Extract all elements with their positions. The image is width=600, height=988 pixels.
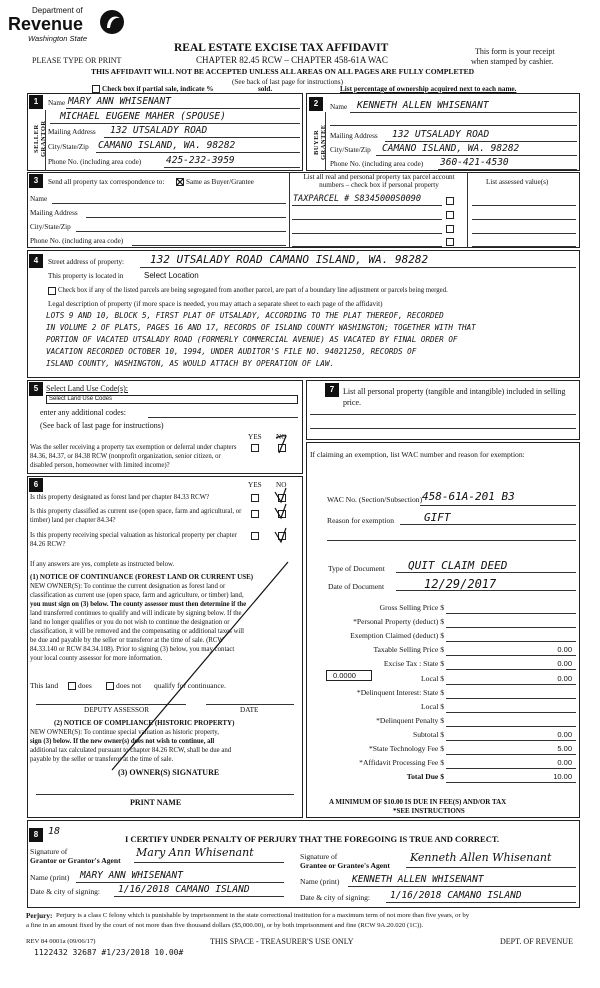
parcel-2-personal-checkbox[interactable] — [446, 211, 454, 219]
grantee-signature[interactable]: Kenneth Allen Whisenant — [410, 851, 552, 864]
segregated-label: Check box if any of the listed parcels are being segregated from another parcel, are part of a boundary line adjustment or parcels being merged. — [58, 287, 448, 294]
corr-city-label: City/State/Zip — [30, 223, 71, 231]
notice1-line-9: your local county assessor for more information. — [30, 655, 163, 662]
land-use-select-value: Select Land Use Codes — [49, 396, 113, 402]
tax-row-label: *Affidavit Processing Fee $ — [359, 758, 444, 768]
notice1-line-6: classification, it will be removed and the compensating or additional taxes will — [30, 628, 245, 635]
tax-row-value[interactable]: 0.00 — [557, 729, 572, 739]
doc-date[interactable]: 12/29/2017 — [424, 577, 497, 591]
notice1-line-2: classification as current use (open space, farm and agriculture, or timber) land, — [30, 592, 244, 599]
partial-sale-label: Check box if partial sale, indicate % — [102, 85, 214, 93]
tax-parcel-number[interactable]: TAXPARCEL # S8345000S0090 — [293, 194, 421, 204]
tax-row — [306, 757, 580, 770]
notice2-line-1: NEW OWNER(S): To continue special valuation as historic property, — [30, 729, 219, 736]
tax-row-label: Excise Tax : State $ — [383, 659, 444, 669]
form-chapters: CHAPTER 82.45 RCW – CHAPTER 458-61A WAC — [196, 55, 388, 65]
parcel-header-1: List all real and personal property tax parcel account — [303, 173, 455, 181]
legal-line-2[interactable]: IN VOLUME 2 OF PLATS, PAGES 16 AND 17, RECORDS OF ISLAND COUNTY WASHINGTON; TOGETHER WITH THAT — [46, 323, 476, 332]
tax-row-label: Subtotal $ — [412, 729, 444, 739]
perjury-line-2: a fine in an amount fixed by the court of not more than five thousand dollars ($5,000.00), or by both imprisonment and fine (RCW 9A.20.020 (1C)). — [26, 922, 424, 929]
forest-if-yes: If any answers are yes, complete as instructed below. — [30, 561, 175, 568]
does-label: does — [78, 681, 92, 690]
certify-statement: I CERTIFY UNDER PENALTY OF PERJURY THAT THE FOREGOING IS TRUE AND CORRECT. — [125, 834, 500, 844]
grantee-agent-label: Grantee or Grantee's Agent — [300, 861, 390, 870]
does-not-label: does not — [116, 681, 142, 690]
buyer-city[interactable]: CAMANO ISLAND, WA. 98282 — [382, 143, 520, 154]
print-name-label: PRINT NAME — [130, 798, 182, 807]
tax-row-label: Gross Selling Price $ — [379, 603, 444, 612]
tax-row-value[interactable]: 5.00 — [557, 744, 572, 753]
rev-number: REV 84 0001a (09/06/17) — [26, 938, 96, 945]
tax-row — [306, 743, 580, 756]
corr-mailing-label: Mailing Address — [30, 209, 78, 217]
same-as-buyer-checkbox[interactable] — [176, 178, 184, 186]
grantee-date-city[interactable]: 1/16/2018 CAMANO ISLAND — [390, 890, 522, 901]
buyer-name-label: Name — [330, 103, 348, 111]
wac-label: WAC No. (Section/Subsection) — [327, 495, 423, 504]
legal-line-1[interactable]: LOTS 9 AND 10, BLOCK 5, FIRST PLAT OF UTSALADY, ACCORDING TO THE PLAT THEREOF, RECORDED — [46, 311, 444, 320]
receipt-note1: This form is your receipt — [475, 47, 555, 56]
tax-row-label: *State Technology Fee $ — [368, 744, 444, 753]
minimum-note-1: A MINIMUM OF $10.00 IS DUE IN FEE(S) AND/OR TAX — [329, 798, 507, 806]
notice1-line-4: land transferred continues to qualify and will indicate by signing below. If the — [30, 610, 242, 617]
notice1-line-5: land no longer qualifies or you do not wish to continue the designation or — [30, 619, 230, 626]
certify-mark: 18 — [48, 826, 61, 837]
form-warning: THIS AFFIDAVIT WILL NOT BE ACCEPTED UNLESS ALL AREAS ON ALL PAGES ARE FULLY COMPLETED — [91, 67, 475, 76]
seller-side-label: SELLER GRANTOR — [33, 120, 47, 158]
grantee-name[interactable]: KENNETH ALLEN WHISENANT — [352, 874, 484, 885]
legal-desc-label: Legal description of property (if more space is needed, you may attach a separate sheet to each page of the affidavit) — [48, 300, 383, 308]
land-use-yes: YES — [248, 433, 262, 441]
seller-phone-label: Phone No. (including area code) — [48, 158, 142, 166]
section-3-badge: 3 — [29, 174, 43, 188]
tax-row — [306, 715, 580, 728]
notice1-line-8: 84.33.140 or RCW 84.34.108). Prior to signing (3) below, you may contact — [30, 646, 235, 653]
minimum-note-2: *SEE INSTRUCTIONS — [393, 807, 465, 815]
land-use-label: Select Land Use Code(s): — [46, 384, 128, 393]
additional-codes-label: enter any additional codes: — [40, 408, 126, 417]
section-8-badge: 8 — [29, 828, 43, 842]
dor-logo — [8, 6, 128, 48]
parcel-header-2: numbers – check box if personal property — [319, 181, 439, 189]
check-mark-icon — [274, 434, 288, 454]
notice1-line-1: NEW OWNER(S): To continue the current designation as forest land or — [30, 583, 226, 590]
grantee-date-label: Date & city of signing: — [300, 893, 371, 902]
please-type: PLEASE TYPE OR PRINT — [32, 56, 122, 65]
section-6-badge: 6 — [29, 478, 43, 492]
notice2-line-2: sign (3) below. If the new owner(s) does not wish to continue, all — [30, 738, 215, 745]
assessed-header: List assessed value(s) — [486, 178, 549, 186]
forest-yes: YES — [248, 481, 262, 489]
legal-line-3[interactable]: PORTION OF VACATED UTSALADY ROAD (FORMERLY COMMERCIAL AVENUE) AS VACATED BY FINAL ORDER OF — [46, 335, 458, 344]
tax-row-label: Total Due $ — [406, 772, 444, 782]
street-address[interactable]: 132 UTSALADY ROAD CAMANO ISLAND, WA. 98282 — [150, 253, 429, 266]
notice1-title: (1) NOTICE OF CONTINUANCE (FOREST LAND OR CURRENT USE) — [30, 573, 254, 581]
dor-emblem-icon — [98, 8, 126, 36]
exemption-claim-label: If claiming an exemption, list WAC number and reason for exemption: — [310, 450, 525, 459]
section-5-badge: 5 — [29, 382, 43, 396]
exemption-reason-label: Reason for exemption — [327, 516, 395, 525]
cashier-stamp: 1122432 32687 #1/23/2018 10.00# — [34, 948, 184, 957]
forest-q3: Is this property receiving special valuation as historical property per chapter 84.26 RCW? — [30, 532, 237, 548]
grantee-sig-of: Signature of — [300, 852, 338, 861]
form-title: REAL ESTATE EXCISE TAX AFFIDAVIT — [174, 42, 389, 54]
notice2-line-3: additional tax calculated pursuant to chapter 84.26 RCW, shall be due and — [30, 747, 232, 754]
local-rate-field[interactable] — [326, 670, 372, 681]
agency-line2: Revenue — [8, 14, 84, 34]
buyer-mailing[interactable]: 132 UTSALADY ROAD — [392, 129, 490, 140]
location-select[interactable]: Select Location — [144, 271, 199, 280]
grantor-signature[interactable]: Mary Ann Whisenant — [136, 846, 254, 859]
grantor-name-label: Name (print) — [30, 873, 70, 882]
tax-row-label: Exemption Claimed (deduct) $ — [350, 631, 444, 641]
grantor-sig-of: Signature of — [30, 847, 68, 856]
section-7-badge: 7 — [325, 383, 339, 397]
notice1-line-7: be due and payable by the seller or transferor at the time of sale. (RCW — [30, 637, 224, 644]
notice2-title: (2) NOTICE OF COMPLIANCE (HISTORIC PROPERTY) — [54, 719, 235, 727]
perjury-line-1: Perjury is a class C felony which is punishable by imprisonment in the state correctional institution for a maximum term of not more than five years, or by — [56, 912, 470, 919]
forest-q3-yes[interactable] — [251, 532, 259, 540]
agency-line3: Washington State — [28, 34, 88, 43]
owner-signature-label: (3) OWNER(S) SIGNATURE — [118, 768, 220, 777]
tax-row — [306, 771, 580, 784]
grantor-date-city[interactable]: 1/16/2018 CAMANO ISLAND — [118, 884, 250, 895]
tax-row-value[interactable]: 0.00 — [557, 659, 572, 669]
notice1-line-3: you must sign on (3) below. The county assessor must then determine if the — [30, 601, 247, 608]
forest-q2-yes[interactable] — [251, 510, 259, 518]
tax-row — [306, 630, 580, 643]
notice2-line-4: payable by the seller or transferor at the time of sale. — [30, 756, 174, 763]
wac-number[interactable]: 458-61A-201 B3 — [422, 490, 515, 503]
seller-name-2[interactable]: MICHAEL EUGENE MAHER (SPOUSE) — [60, 111, 226, 122]
forest-q1: Is this property designated as forest land per chapter 84.33 RCW? — [30, 494, 210, 501]
tax-row — [306, 644, 580, 657]
seller-city-label: City/State/Zip — [48, 143, 89, 151]
corr-phone-label: Phone No. (including area code) — [30, 237, 124, 245]
seller-name-1[interactable]: MARY ANN WHISENANT — [68, 96, 171, 107]
buyer-name-1[interactable]: KENNETH ALLEN WHISENANT — [357, 100, 489, 111]
same-as-buyer-label: Same as Buyer/Grantee — [186, 178, 254, 186]
deputy-assessor-label: DEPUTY ASSESSOR — [84, 706, 150, 714]
dept-of-revenue: DEPT. OF REVENUE — [500, 937, 573, 946]
tax-row-value[interactable]: 0.00 — [557, 645, 572, 655]
tax-row-label: *Delinquent Penalty $ — [376, 715, 444, 725]
strike-line-icon — [110, 560, 290, 772]
local-rate: 0.0000 — [333, 671, 356, 680]
does-checkbox[interactable] — [68, 682, 76, 690]
sold-label: sold. — [258, 85, 273, 93]
land-use-select[interactable] — [46, 395, 298, 404]
personal-property-label: List all personal property (tangible and intangible) included in selling price. — [343, 387, 566, 407]
corr-name-label: Name — [30, 195, 48, 203]
buyer-phone[interactable]: 360-421-4530 — [440, 157, 509, 168]
grantee-name-label: Name (print) — [300, 877, 340, 886]
ownership-note: List percentage of ownership acquired next to each name. — [340, 85, 517, 93]
see-last-page: (See back of last page for instructions) — [232, 78, 343, 86]
section-1-badge: 1 — [29, 95, 43, 109]
seller-city[interactable]: CAMANO ISLAND, WA. 98282 — [98, 140, 236, 151]
forest-no: NO — [276, 481, 287, 489]
legal-line-4[interactable]: VACATION RECORDED OCTOBER 10, 1994, UNDER AUDITOR'S FILE NO. 94021250, RECORDS OF — [46, 347, 417, 356]
buyer-phone-label: Phone No. (including area code) — [330, 160, 424, 168]
this-land-label: This land — [30, 681, 59, 690]
tax-row — [306, 729, 580, 742]
send-correspondence-label: Send all property tax correspondence to: — [48, 178, 165, 186]
buyer-city-label: City/State/Zip — [330, 146, 371, 154]
tax-row-label: *Personal Property (deduct) $ — [353, 617, 444, 627]
grantor-date-label: Date & city of signing: — [30, 887, 101, 896]
seller-phone[interactable]: 425-232-3959 — [166, 155, 235, 166]
seller-mailing-label: Mailing Address — [48, 128, 96, 136]
seller-name-label: Name — [48, 99, 66, 107]
forest-q2: Is this property classified as current use (open space, farm and agricultural, or timber) land per chapter 84.34? — [30, 508, 242, 524]
tax-row — [306, 701, 580, 714]
doc-type-label: Type of Document — [328, 564, 385, 573]
legal-line-5[interactable]: ISLAND COUNTY, WASHINGTON, AS WOULD ATTACH BY OPERATION OF LAW. — [46, 359, 335, 368]
parcel-1-personal-checkbox[interactable] — [446, 197, 454, 205]
tax-row-label: Local $ — [421, 673, 444, 683]
perjury-label: Perjury: — [26, 912, 53, 920]
buyer-side-label: BUYER GRANTEE — [313, 124, 327, 160]
tax-row-label: Local $ — [421, 701, 444, 711]
agency-line1: Department of — [32, 6, 83, 15]
check-mark-icon — [272, 484, 288, 544]
partial-sale-checkbox[interactable] — [92, 85, 100, 93]
exemption-yes-checkbox[interactable] — [251, 444, 259, 452]
tax-row — [306, 616, 580, 629]
exemption-question: Was the seller receiving a property tax exemption or deferral under chapters 84.36, 84.37, or 84.38 RCW (nonprofit organization, senior citizen, or disabled person, homeowner with limited income)? — [30, 444, 237, 469]
buyer-mailing-label: Mailing Address — [330, 132, 378, 140]
doc-date-label: Date of Document — [328, 582, 385, 591]
grantor-agent-label: Grantor or Grantor's Agent — [30, 856, 121, 865]
see-back-label: (See back of last page for instructions) — [40, 421, 164, 430]
tax-row-value[interactable]: 0.00 — [557, 673, 572, 683]
parcel-3-personal-checkbox[interactable] — [446, 225, 454, 233]
parcel-4-personal-checkbox[interactable] — [446, 238, 454, 246]
doc-type[interactable]: QUIT CLAIM DEED — [408, 559, 508, 572]
located-label: This property is located in — [48, 272, 124, 280]
exemption-reason[interactable]: GIFT — [424, 511, 451, 524]
seller-mailing[interactable]: 132 UTSALADY ROAD — [110, 125, 208, 136]
section-4-badge: 4 — [29, 254, 43, 268]
street-label: Street address of property: — [48, 258, 125, 266]
grantor-name[interactable]: MARY ANN WHISENANT — [80, 870, 183, 881]
segregated-checkbox[interactable] — [48, 287, 56, 295]
section-2-badge: 2 — [309, 97, 323, 111]
qualify-label: qualify for continuance. — [154, 681, 226, 690]
tax-row-label: *Delinquent Interest: State $ — [356, 687, 444, 697]
tax-row-value[interactable]: 10.00 — [553, 772, 572, 782]
tax-row — [306, 687, 580, 700]
tax-row — [306, 602, 580, 615]
assessor-date-label: DATE — [240, 706, 259, 714]
forest-q1-yes[interactable] — [251, 494, 259, 502]
treasurer-use: THIS SPACE - TREASURER'S USE ONLY — [210, 937, 354, 946]
land-use-no: NO — [276, 433, 287, 441]
tax-row-value[interactable]: 0.00 — [557, 758, 572, 768]
receipt-note2: when stamped by cashier. — [471, 57, 554, 66]
tax-row-label: Taxable Selling Price $ — [373, 645, 444, 655]
